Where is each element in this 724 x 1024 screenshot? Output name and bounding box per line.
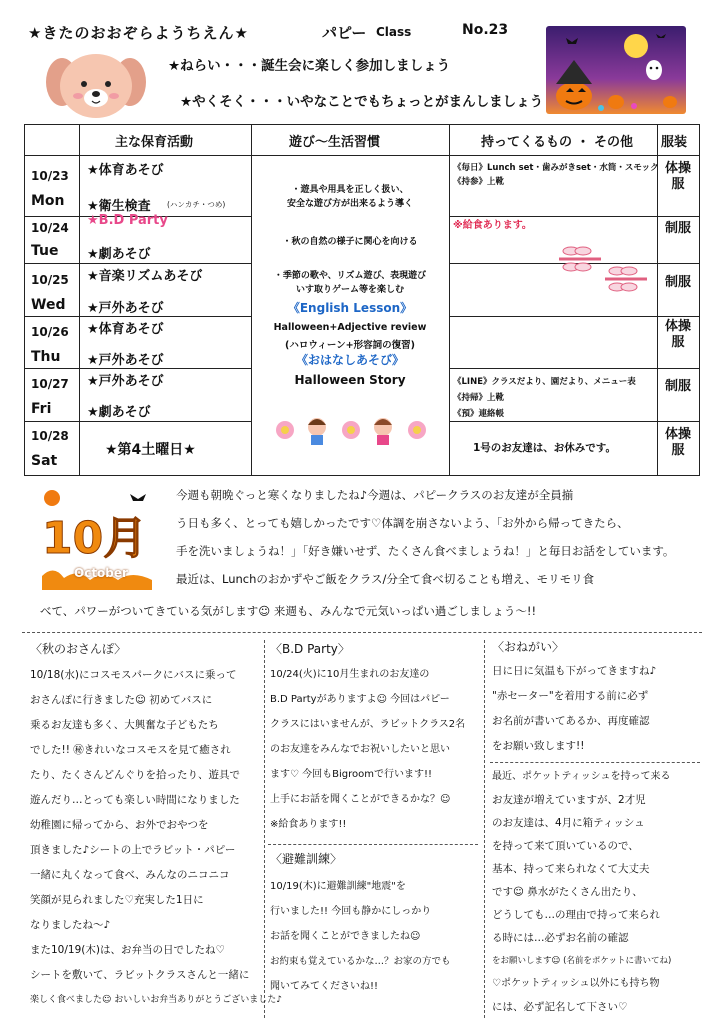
english-lesson-jp: (ハロウィーン+形容詞の復習) (285, 340, 415, 351)
flower-icon (276, 421, 294, 439)
month-badge (34, 484, 158, 594)
intro-line-3: 手を洗いましょうね！」「好き嫌いせず、たくさん食べましょうね！」と毎日お話をしています。 (176, 544, 675, 558)
bring-tue: ※給食あります。 (453, 220, 532, 231)
tissue-line-5: 基本、持って来られなくて大丈夫 (492, 863, 650, 875)
tissue-line-7: どうしても…の理由で持って来られ (492, 909, 660, 921)
bring-fri-3: 《預》連絡帳 (453, 409, 505, 419)
activity-tue-1: ★B.D Party (87, 213, 168, 228)
bd-party-line-6: 上手にお話を聞くことができるかな？☺ (270, 794, 451, 805)
activity-fri-1: ★戸外あそび (87, 374, 164, 389)
bring-fri-2: 《持帰》上靴 (453, 393, 505, 403)
play-line-1b: 安全な遊び方が出来るよう導く (286, 199, 413, 209)
play-line-3b: いす取りゲーム等を楽しむ (295, 285, 404, 295)
dow-fri: Fri (31, 401, 52, 417)
english-lesson-line: Halloween+Adjective review (273, 322, 427, 333)
request-line-3: お名前が書いてあるか、再度確認 (492, 715, 650, 727)
autumn-walk-line-9: 一緒に丸くなって食べ、みんなのニコニコ (30, 869, 230, 881)
class-name: パピー (322, 24, 367, 42)
activity-wed-2: ★戸外あそび (87, 301, 164, 316)
autumn-walk-line-3: 乗るお友達も多く、大興奮な子どもたち (30, 719, 219, 731)
bd-party-line-3: クラスにはいませんが、ラビットクラス2名 (270, 719, 466, 730)
bring-fri-1: 《LINE》クラスだより、園だより、メニュー表 (453, 377, 636, 387)
dress-wed: 制服 (664, 275, 691, 290)
autumn-walk-line-11: なりましたね～♪ (30, 919, 111, 931)
drill-line-4: お約束も覚えているかな…？お家の方でも (270, 956, 451, 967)
drill-line-1: 10/19(木)に避難訓練"地震"を (270, 881, 406, 892)
date-sat: 10/28 (31, 429, 69, 443)
intro-line-4: 最近は、Lunchのおかずやご飯をクラス/分全て食べ切ることも増え、モリモリ食 (176, 572, 595, 586)
activity-mon-note: (ハンカチ・つめ) (167, 200, 226, 209)
tissue-line-1: 最近、ポケットティッシュを持って来る (492, 771, 671, 782)
weekly-timetable (24, 124, 700, 476)
autumn-walk-line-14: 楽しく食べました☺ おいしいお弁当ありがとうございました♪ (30, 995, 282, 1005)
request-line-2: "赤セーター"を着用する前に必ず (492, 690, 649, 702)
halloween-illustration (546, 26, 686, 114)
play-line-1a: ・遊具や用具を正しく扱い、 (291, 185, 409, 195)
activity-wed-1: ★音楽リズムあそび (87, 269, 203, 284)
month-number: 10月 (42, 513, 148, 564)
month-word: October (74, 566, 128, 580)
activity-mon-1: ★体育あそび (87, 163, 164, 178)
dow-mon: Mon (31, 193, 65, 209)
autumn-walk-line-10: 笑顔が見られました♡充実した1日に (30, 894, 204, 906)
bring-mon-1: 《毎日》Lunch set・歯みがきset・水筒・スモック (453, 163, 659, 173)
dress-fri: 制服 (664, 379, 691, 394)
bd-party-line-5: ます♡ 今回もBigroomで行います!! (270, 769, 433, 780)
autumn-walk-line-7: 幼稚園に帰ってから、お外でおやつを (30, 819, 209, 831)
dow-sat: Sat (31, 453, 58, 469)
activity-sat-1: ★第4土曜日★ (105, 442, 196, 458)
dow-wed: Wed (31, 297, 66, 313)
header-activities: 主な保育活動 (115, 135, 194, 150)
drill-line-2: 行いました!! 今回も静かにしっかり (270, 906, 432, 917)
autumn-walk-line-8: 頂きました♪シートの上でラビット・パピー (30, 844, 236, 856)
aim-text: ★ねらい・・・誕生会に楽しく参加しましょう (168, 58, 451, 74)
header-dress: 服装 (661, 135, 688, 150)
autumn-walk-line-2: おさんぽに行きました☺ 初めてバスに (30, 694, 213, 706)
school-name: ★きたのおおぞらようちえん★ (28, 24, 249, 42)
tissue-line-2: お友達が増えていますが、2才児 (492, 794, 646, 806)
activity-thu-1: ★体育あそび (87, 322, 164, 337)
bd-party-line-1: 10/24(火)に10月生まれのお友達の (270, 669, 430, 680)
date-wed: 10/25 (31, 273, 69, 287)
activity-mon-2: ★衛生検査 (87, 199, 151, 214)
dress-thu: 体操服 (664, 319, 691, 350)
request-title: 〈おねがい〉 (492, 640, 565, 654)
autumn-walk-line-4: でした!! ㊙きれいなコスモスを見て癒され (30, 744, 231, 756)
date-fri: 10/27 (31, 377, 69, 391)
flower-icon (342, 421, 360, 439)
drill-line-5: 聞いてみてくださいね!! (270, 981, 379, 992)
autumn-walk-line-6: 遊んだり…とっても楽しい時間になりました (30, 794, 240, 806)
autumn-walk-line-12: また10/19(木)は、お弁当の日でしたね♡ (30, 944, 225, 956)
header-play: 遊び～生活習慣 (289, 135, 381, 150)
child-icon (374, 418, 392, 445)
autumn-walk-title: 〈秋のおさんぽ〉 (30, 642, 127, 656)
dow-tue: Tue (31, 243, 59, 259)
tissue-line-4: を持って来て頂いているので、 (492, 840, 639, 852)
tissue-line-3: のお友達は、4月に箱ティッシュ (492, 817, 645, 829)
tissue-line-8: る時には…必ずお名前の確認 (492, 932, 629, 944)
story-line: Halloween Story (294, 373, 406, 387)
request-line-1: 日に日に気温も下がってきますね♪ (492, 665, 657, 677)
child-icon (308, 418, 326, 445)
dress-sat: 体操服 (664, 427, 691, 458)
issue-number: No.23 (462, 22, 509, 38)
header-bring: 持ってくるもの ・ その他 (481, 135, 634, 150)
flower-children-decoration (271, 413, 431, 447)
bd-party-title: 〈B.D Party〉 (270, 642, 350, 656)
date-mon: 10/23 (31, 169, 69, 183)
drill-title: 〈避難訓練〉 (270, 852, 343, 866)
drill-line-3: お話を聞くことができましたね☺ (270, 931, 421, 942)
play-line-3a: ・季節の歌や、リズム遊び、表現遊び (273, 271, 427, 281)
promise-text: ★やくそく・・・いやなことでもちょっとがまんしましょう (180, 94, 544, 110)
autumn-walk-line-1: 10/18(水)にコスモスパークにバスに乗って (30, 669, 237, 681)
tissue-line-6: です☺ 鼻水がたくさん出たり、 (492, 886, 643, 898)
dow-thu: Thu (31, 349, 61, 365)
class-word: Class (376, 25, 412, 39)
dress-tue: 制服 (664, 221, 691, 236)
autumn-walk-line-13: シートを敷いて、ラビットクラスさんと一緒に (30, 969, 250, 981)
autumn-walk-line-5: たり、たくさんどんぐりを拾ったり、遊具で (30, 769, 240, 781)
intro-line-5: べて、パワーがついてきている気がします☺ 来週も、みんなで元気いっぱい過ごしましょう～!! (40, 604, 537, 618)
story-title: 《おはなしあそび》 (295, 353, 405, 367)
request-line-4: をお願い致します!! (492, 740, 585, 752)
tissue-line-9: をお願いします☺ (名前をポケットに書いてね) (492, 956, 672, 966)
intro-line-2: う日も多く、とっても嬉しかったです♡体調を崩さないよう、「お外から帰ってきたら、 (176, 516, 629, 530)
bd-party-line-7: ※給食あります!! (270, 819, 347, 830)
tissue-line-10: ♡ポケットティッシュ以外にも持ち物 (492, 978, 660, 989)
bd-party-line-2: B.D Partyがありますよ☺ 今回はパピー (270, 694, 450, 705)
date-tue: 10/24 (31, 221, 69, 235)
intro-line-1: 今週も朝晩ぐっと寒くなりましたね♪今週は、パピークラスのお友達が全員揃 (176, 488, 574, 502)
bring-mon-2: 《持参》上靴 (453, 177, 505, 187)
flower-icon (408, 421, 426, 439)
dress-mon: 体操服 (664, 161, 691, 192)
bring-sat: 1号のお友達は、お休みです。 (473, 442, 616, 454)
bd-party-line-4: のお友達をみんなでお祝いしたいと思い (270, 744, 450, 755)
tissue-line-11: には、必ず記名して下さい♡ (492, 1001, 628, 1013)
activity-tue-2: ★劇あそび (87, 247, 151, 262)
dragonfly-icon (549, 239, 653, 297)
english-lesson-title: 《English Lesson》 (287, 301, 413, 315)
activity-fri-2: ★劇あそび (87, 405, 151, 420)
dog-icon (40, 42, 152, 124)
play-line-2: ・秋の自然の様子に関心を向ける (282, 237, 418, 247)
date-thu: 10/26 (31, 325, 69, 339)
activity-thu-2: ★戸外あそび (87, 353, 164, 368)
